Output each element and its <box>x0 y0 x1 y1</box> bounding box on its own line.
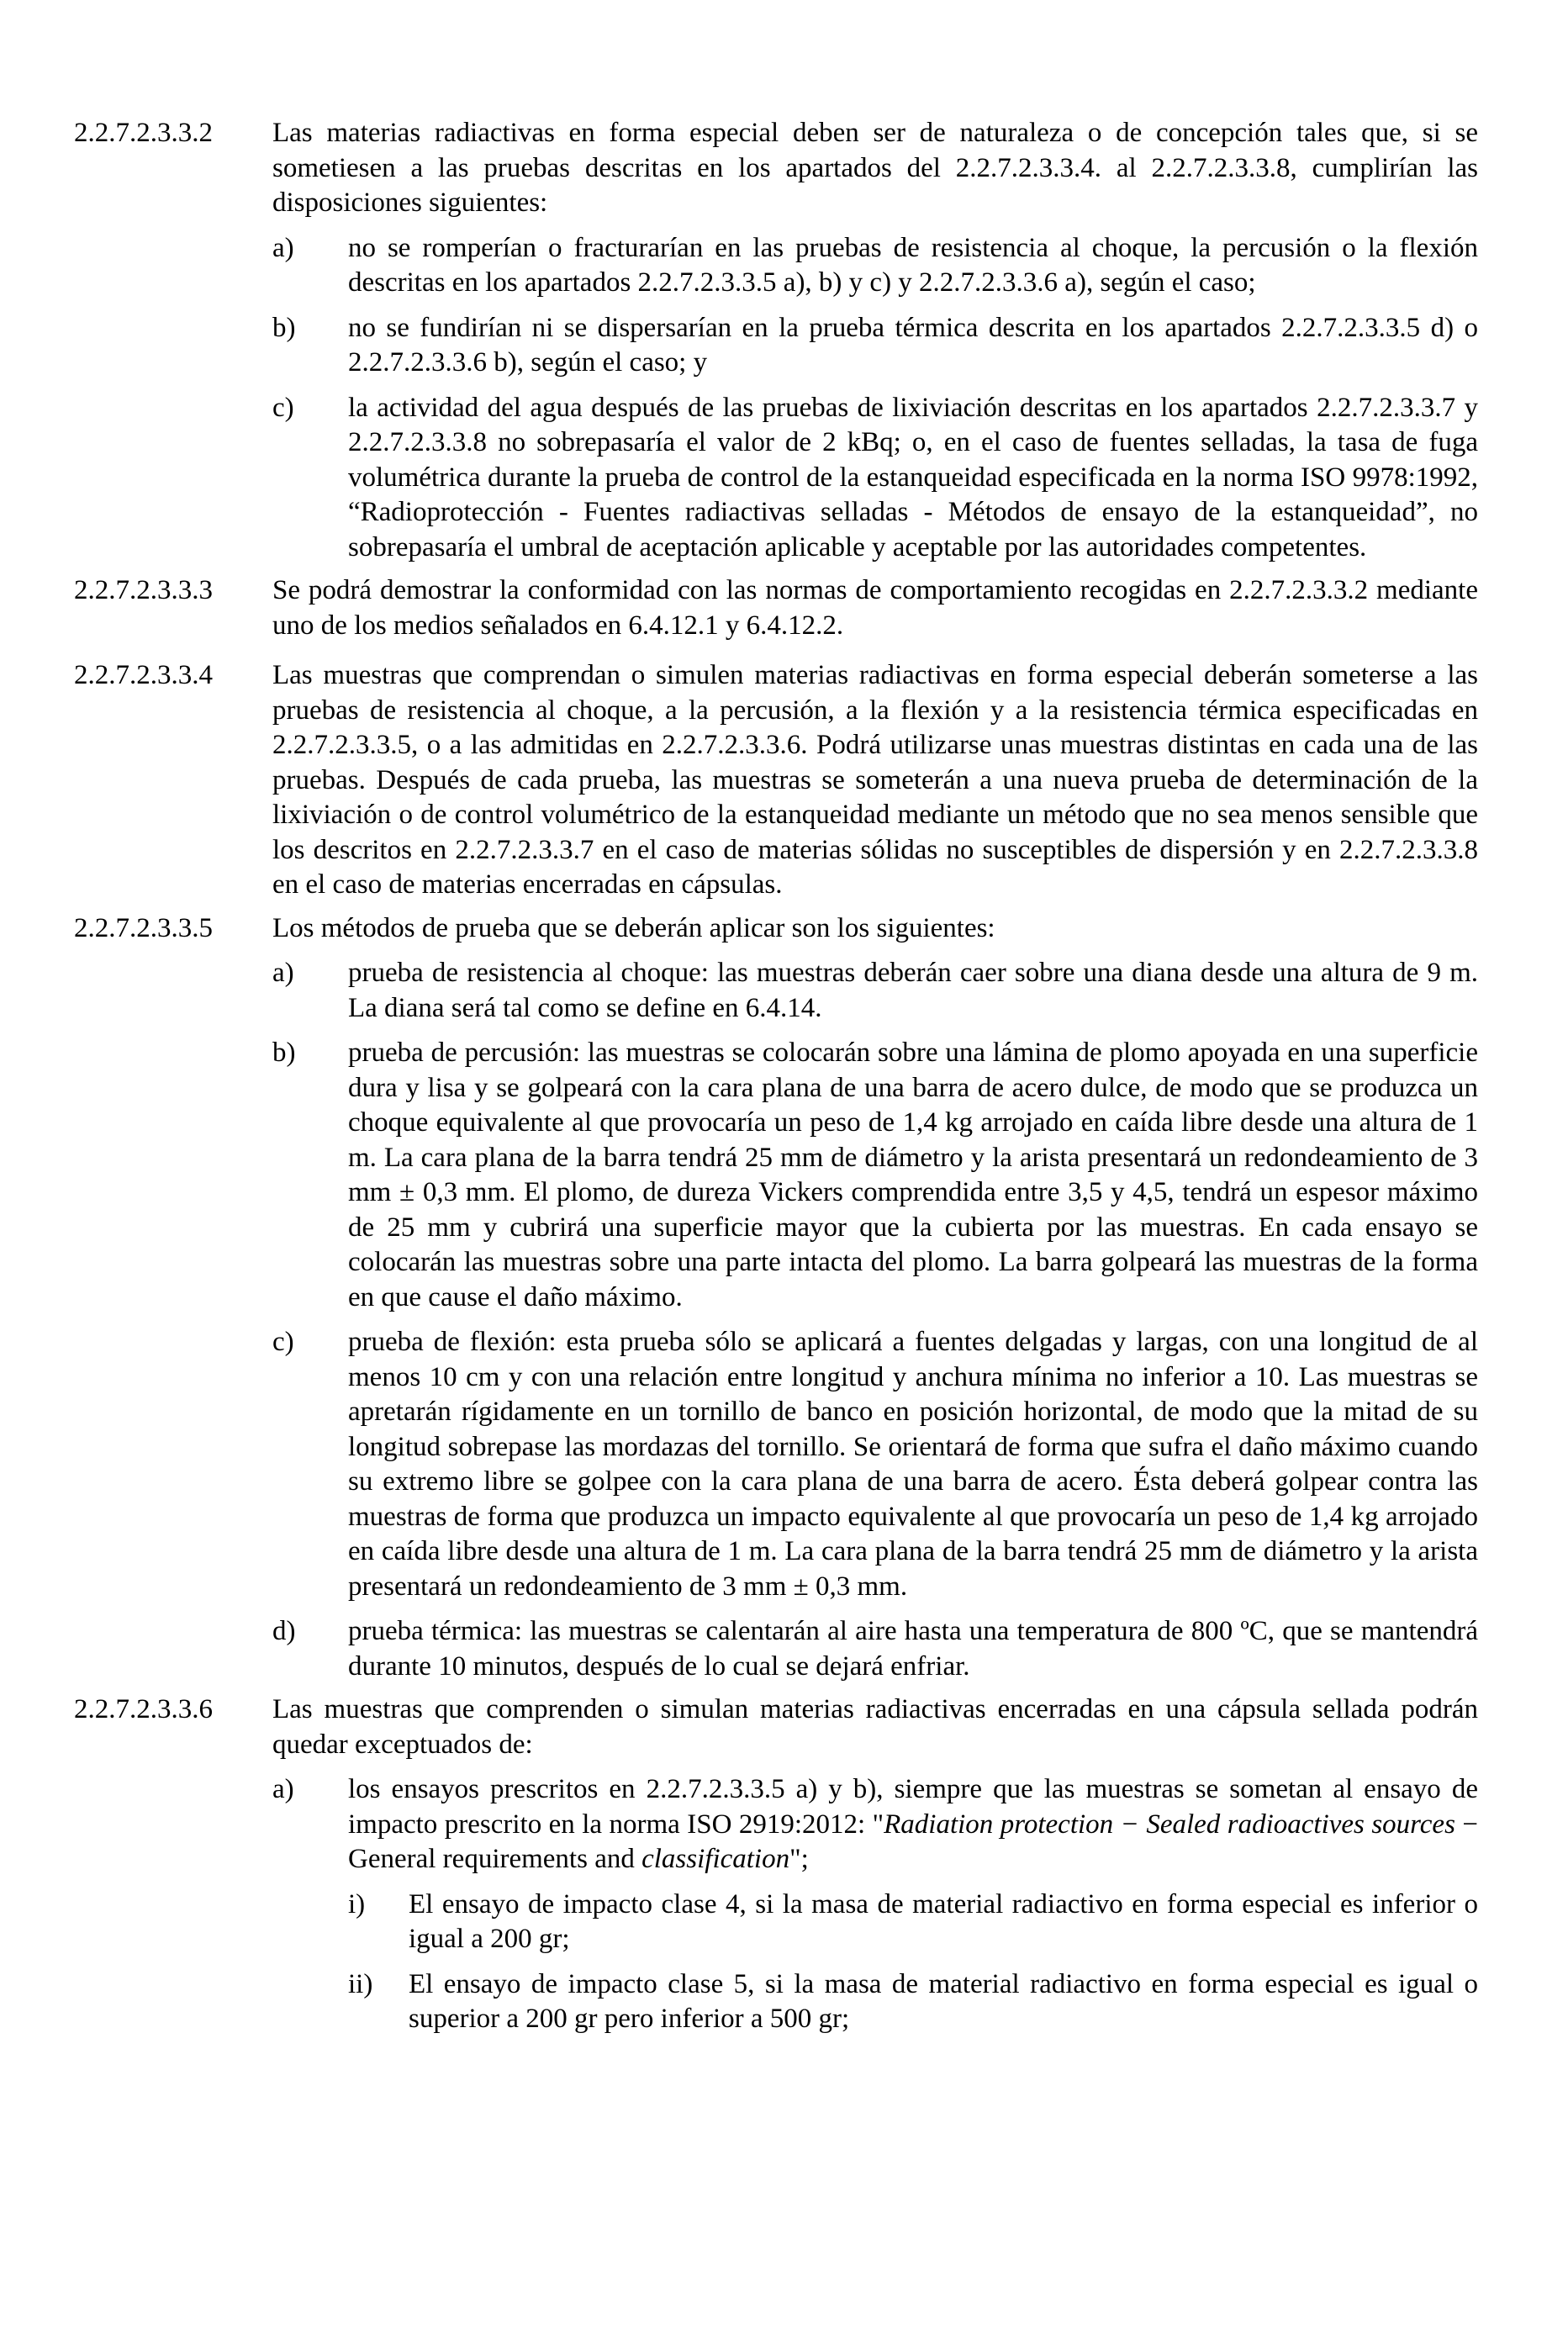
item-label: a) <box>272 1774 294 1804</box>
section-2-2-7-2-3-3-2 <box>74 116 1478 565</box>
section-text: Se podrá demostrar la conformidad con las normas de comportamiento recogidas en 2.2.7.2.3.3.2 mediante uno de los medios señalados en 6.4.12.1 y 6.4.12.2. <box>272 575 1478 641</box>
item-text-italic-classification: classification <box>641 1844 790 1874</box>
item-text: prueba térmica: las muestras se calentarán al aire hasta una temperatura de 800 ºC, que se mantendrá durante 10 minutos, después de lo cual se dejará enfriar. <box>348 1616 1478 1682</box>
section-body <box>272 116 1478 565</box>
section-number: 2.2.7.2.3.3.5 <box>74 912 213 943</box>
item-text <box>348 1772 1478 2037</box>
sub-list-item <box>348 1967 1478 2037</box>
item-label: b) <box>272 1038 296 1068</box>
section-body <box>272 573 1478 643</box>
list-item <box>272 1772 1478 2037</box>
document-body <box>74 116 1478 2037</box>
list-item <box>272 1036 1478 1315</box>
subitem-list <box>348 1888 1478 2037</box>
list-item <box>272 1614 1478 1684</box>
item-text-mid: − General requirements and <box>348 1809 1478 1874</box>
section-2-2-7-2-3-3-3 <box>74 573 1478 643</box>
section-body <box>272 1692 1478 2037</box>
item-list <box>272 1772 1478 2037</box>
item-list <box>272 231 1478 566</box>
section-text: Los métodos de prueba que se deberán aplicar son los siguientes: <box>272 912 995 943</box>
item-label: c) <box>272 392 294 423</box>
section-number: 2.2.7.2.3.3.4 <box>74 660 213 690</box>
sub-list-item <box>348 1888 1478 1957</box>
section-text: Las materias radiactivas en forma especial deben ser de naturaleza o de concepción tales que, si se sometiesen a las pruebas descritas en los apartados del 2.2.7.2.3.3.4. al 2.2.7.2.3.3.8, cumplirían las disposiciones siguientes: <box>272 118 1478 218</box>
section-number: 2.2.7.2.3.3.3 <box>74 575 213 605</box>
subitem-label: ii) <box>348 1968 373 1999</box>
section-body <box>272 658 1478 903</box>
section-text: Las muestras que comprendan o simulen materias radiactivas en forma especial deberán someterse a las pruebas de resistencia al choque, a la percusión, a la flexión y a la resistencia térmica especificadas en 2.2.7.2.3.3.5, o a las admitidas en 2.2.7.2.3.3.6. Podrá utilizarse unas muestras distintas en cada una de las pruebas. Después de cada prueba, las muestras se someterán a una nueva prueba de determinación de la lixiviación o de control volumétrico de la estanqueidad mediante un método que no sea menos sensible que los descritos en 2.2.7.2.3.3.7 en el caso de materias sólidas no susceptibles de dispersión y en 2.2.7.2.3.3.8 en el caso de materias encerradas en cápsulas. <box>272 660 1478 900</box>
item-text-italic-title: Radiation protection − Sealed radioactives sources <box>884 1809 1455 1840</box>
item-text: no se fundirían ni se dispersarían en la prueba térmica descrita en los apartados 2.2.7.2.3.3.5 d) o 2.2.7.2.3.3.6 b), según el caso; y <box>348 312 1478 378</box>
section-number: 2.2.7.2.3.3.2 <box>74 118 213 148</box>
section-2-2-7-2-3-3-5 <box>74 911 1478 1685</box>
list-item <box>272 956 1478 1026</box>
item-text-post: "; <box>789 1844 809 1874</box>
subitem-text: El ensayo de impacto clase 5, si la masa de material radiactivo en forma especial es igual o superior a 200 gr pero inferior a 500 gr; <box>409 1968 1478 2034</box>
section-2-2-7-2-3-3-6 <box>74 1692 1478 2037</box>
item-list <box>272 956 1478 1684</box>
item-text: prueba de resistencia al choque: las muestras deberán caer sobre una diana desde una altura de 9 m. La diana será tal como se define en 6.4.14. <box>348 958 1478 1023</box>
item-label: a) <box>272 958 294 988</box>
item-label: d) <box>272 1616 296 1646</box>
section-2-2-7-2-3-3-4 <box>74 658 1478 903</box>
item-text: no se romperían o fracturarían en las pruebas de resistencia al choque, la percusión o la flexión descritas en los apartados 2.2.7.2.3.3.5 a), b) y c) y 2.2.7.2.3.3.6 a), según el caso; <box>348 232 1478 298</box>
item-label: c) <box>272 1327 294 1357</box>
item-text: la actividad del agua después de las pruebas de lixiviación descritas en los apartados 2.2.7.2.3.3.7 y 2.2.7.2.3.3.8 no sobrepasaría el valor de 2 kBq; o, en el caso de fuentes selladas, la tasa de fuga volumétrica durante la prueba de control de la estanqueidad especificada en la norma ISO 9978:1992, “Radioprotección - Fuentes radiactivas selladas - Métodos de ensayo de la estanqueidad”, no sobrepasaría el umbral de aceptación aplicable y aceptable por las autoridades competentes. <box>348 392 1478 562</box>
item-text-pre: los ensayos prescritos en 2.2.7.2.3.3.5 a) y b), siempre que las muestras se sometan al ensayo de impacto prescrito en la norma ISO 2919:2012: " <box>348 1774 1478 1840</box>
list-item <box>272 231 1478 301</box>
list-item <box>272 391 1478 566</box>
list-item <box>272 311 1478 381</box>
subitem-label: i) <box>348 1888 366 1919</box>
section-text: Las muestras que comprenden o simulan materias radiactivas encerradas en una cápsula sellada podrán quedar exceptuados de: <box>272 1694 1478 1760</box>
subitem-text: El ensayo de impacto clase 4, si la masa de material radiactivo en forma especial es inferior o igual a 200 gr; <box>409 1888 1478 1954</box>
section-number: 2.2.7.2.3.3.6 <box>74 1694 213 1724</box>
item-text: prueba de percusión: las muestras se colocarán sobre una lámina de plomo apoyada en una superficie dura y lisa y se golpeará con la cara plana de una barra de acero dulce, de modo que se produzca un choque equivalente al que provocaría un peso de 1,4 kg arrojado en caída libre desde una altura de 1 m. La cara plana de la barra tendrá 25 mm de diámetro y la arista presentará un redondeamiento de 3 mm ± 0,3 mm. El plomo, de dureza Vickers comprendida entre 3,5 y 4,5, tendrá un espesor máximo de 25 mm y cubrirá una superficie mayor que la cubierta por las muestras. En cada ensayo se colocarán las muestras sobre una parte intacta del plomo. La barra golpeará las muestras de la forma en que cause el daño máximo. <box>348 1038 1478 1312</box>
item-text: prueba de flexión: esta prueba sólo se aplicará a fuentes delgadas y largas, con una longitud de al menos 10 cm y con una relación entre longitud y anchura mínima no inferior a 10. Las muestras se apretarán rígidamente en un tornillo de banco en posición horizontal, de modo que la mitad de su longitud sobrepase las mordazas del tornillo. Se orientará de forma que sufra el daño máximo cuando su extremo libre se golpee con la cara plana de una barra de acero. Ésta deberá golpear contra las muestras de forma que produzca un impacto equivalente al que provocaría un peso de 1,4 kg arrojado en caída libre desde una altura de 1 m. La cara plana de la barra tendrá 25 mm de diámetro y la arista presentará un redondeamiento de 3 mm ± 0,3 mm. <box>348 1327 1478 1602</box>
item-label: a) <box>272 232 294 263</box>
list-item <box>272 1325 1478 1604</box>
section-body <box>272 911 1478 1685</box>
item-label: b) <box>272 312 296 343</box>
